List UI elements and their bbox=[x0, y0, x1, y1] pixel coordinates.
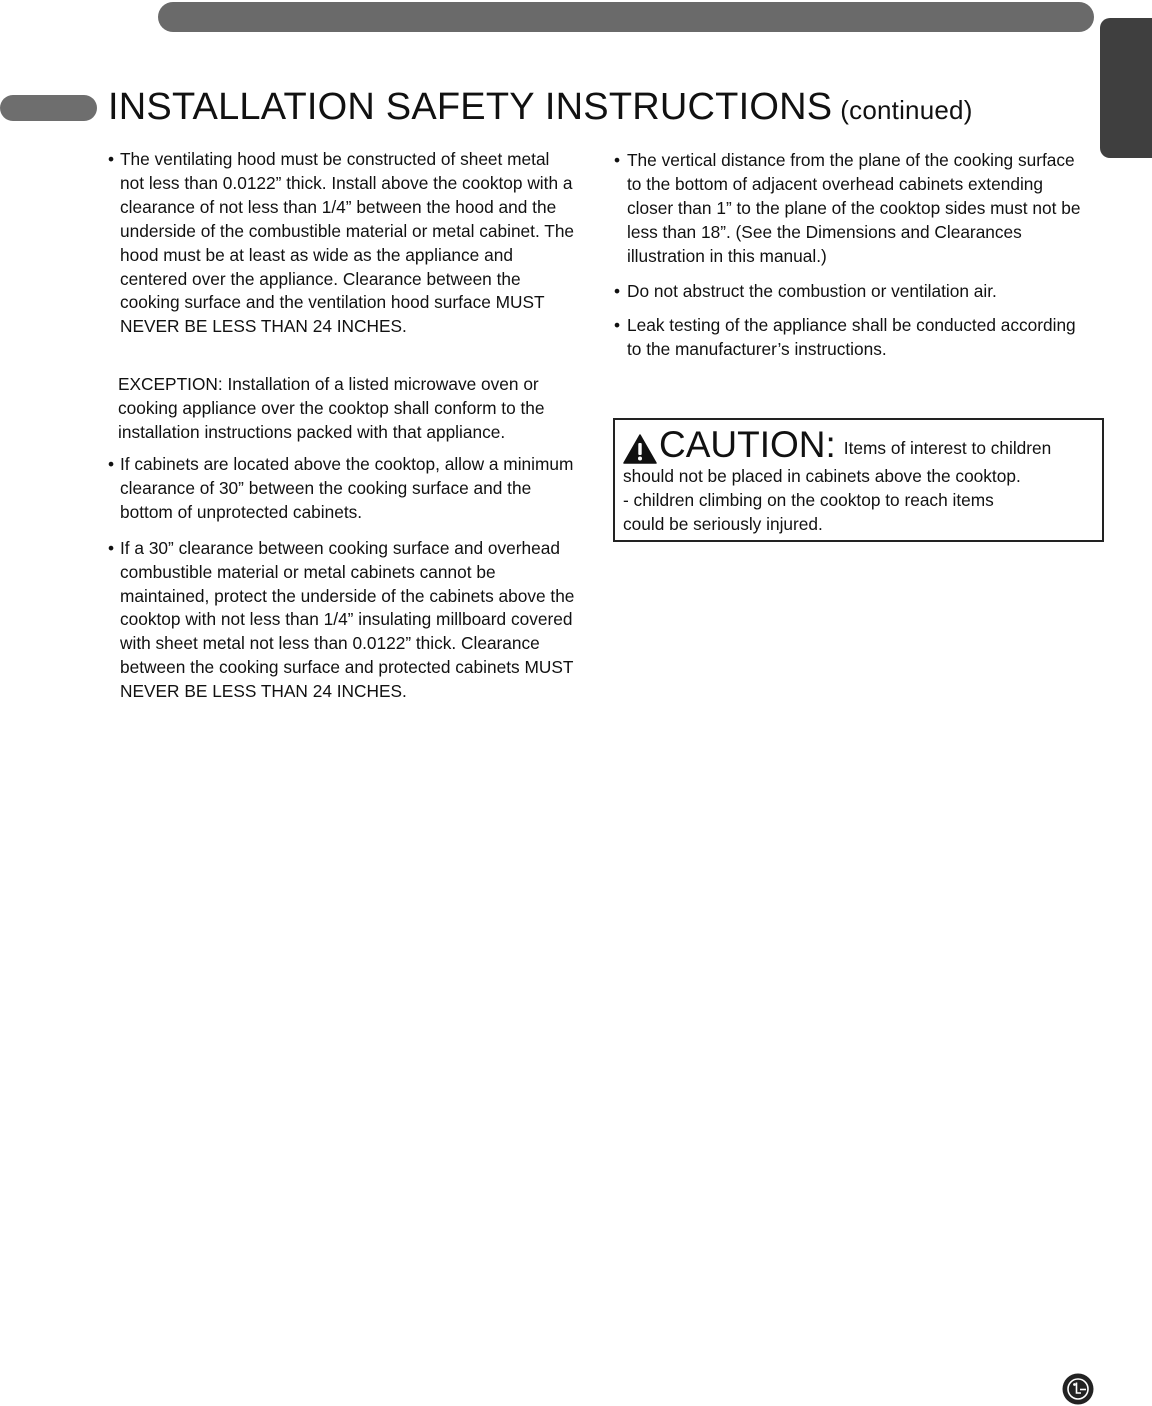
lg-logo bbox=[1062, 1373, 1094, 1405]
list-item bbox=[108, 148, 578, 339]
page-title bbox=[108, 86, 973, 129]
warning-triangle-icon bbox=[623, 434, 657, 464]
bullet-mark: • bbox=[108, 453, 115, 474]
protected-cabinet-text: If a 30” clearance between cooking surface and overhead combustible material or metal cabinets cannot be maintained, protect the underside of the cabinets above the cooktop with not less than 1/4” insulating millboard covered with sheet metal not less than 0.0122” thick. Clearance between the cooking surface and protected cabinets MUST NEVER BE LESS THAN 24 INCHES. bbox=[120, 537, 575, 702]
caution-line-3: - children climbing on the cooktop to reach items bbox=[623, 490, 994, 510]
caution-box bbox=[613, 418, 1104, 542]
caution-line-4: could be seriously injured. bbox=[623, 514, 823, 534]
leak-testing-text: Leak testing of the appliance shall be conducted according to the manufacturer’s instructions. bbox=[627, 315, 1076, 360]
list-item bbox=[614, 149, 1084, 269]
caution-line-2: should not be placed in cabinets above the cooktop. bbox=[623, 466, 1021, 486]
right-column bbox=[614, 149, 1084, 373]
list-item bbox=[614, 280, 1084, 304]
page-title-text: INSTALLATION SAFETY INSTRUCTIONS bbox=[108, 86, 833, 128]
air-obstruction-text: Do not abstruct the combustion or ventilation air. bbox=[627, 280, 997, 301]
exception-text: EXCEPTION: Installation of a listed microwave oven or cooking appliance over the cooktop shall conform to the installation instructions packed with that appliance. bbox=[118, 374, 545, 443]
caution-line-1: Items of interest to children bbox=[843, 438, 1052, 458]
caution-header bbox=[623, 426, 1094, 464]
page-title-suffix: (continued) bbox=[840, 95, 973, 125]
bullet-mark: • bbox=[108, 537, 115, 558]
bullet-mark: • bbox=[614, 150, 621, 170]
header-bar bbox=[158, 2, 1094, 32]
title-marker bbox=[0, 95, 97, 121]
bullet-mark: • bbox=[614, 280, 621, 301]
left-column bbox=[108, 148, 578, 716]
hood-construction-text: The ventilating hood must be constructed of sheet metal not less than 0.0122” thick. Install above the cooktop with a clearance of not less than 1/4” between the hood and the underside of the combustible material or metal cabinet. The hood must be at least as wide as the appliance and centered over the appliance. Clearance between the cooking surface and the ventilation hood surface MUST NEVER BE LESS THAN 24 INCHES. bbox=[120, 149, 575, 337]
list-item bbox=[108, 537, 578, 704]
spacer bbox=[108, 351, 578, 373]
bullet-mark: • bbox=[108, 149, 115, 169]
section-tab bbox=[1100, 18, 1152, 158]
cabinet-clearance-text: If cabinets are located above the cooktop, allow a minimum clearance of 30” between the cooking surface and the bottom of unprotected cabinets. bbox=[120, 453, 574, 522]
list-item bbox=[108, 453, 578, 525]
bullet-mark: • bbox=[614, 315, 621, 336]
vertical-distance-text: The vertical distance from the plane of the cooking surface to the bottom of adjacent overhead cabinets extending closer than 1” to the plane of the cooktop sides must not be less than 18”. (See the Dimensions and Clearances illustration in this manual.) bbox=[627, 150, 1081, 266]
caution-label: CAUTION: bbox=[659, 424, 836, 465]
list-item bbox=[614, 314, 1084, 362]
